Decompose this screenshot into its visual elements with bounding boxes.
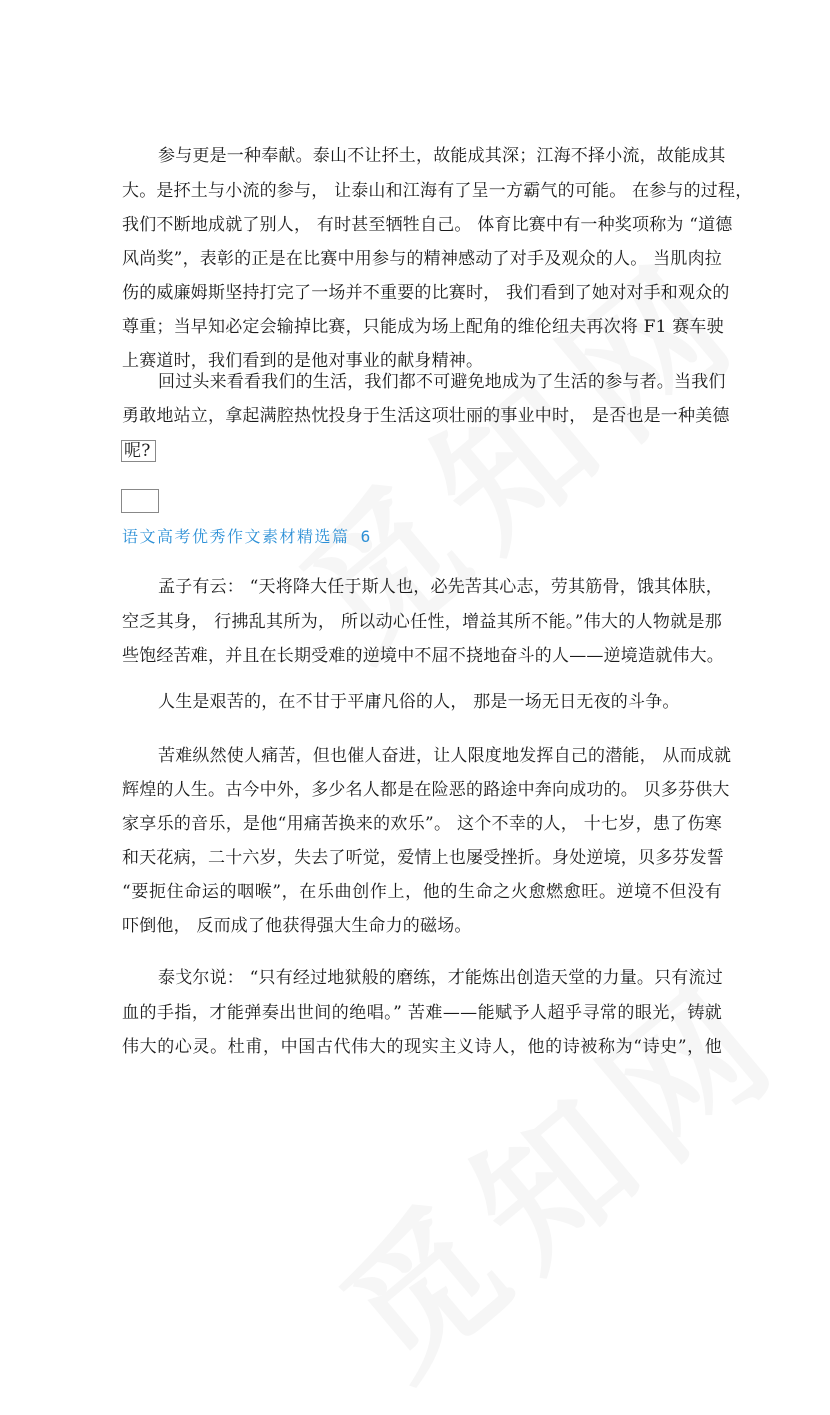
paragraph-line: 辉煌的人生。古今中外，多少名人都是在险恶的路途中奔向成功的。 贝多芬供大	[122, 780, 730, 800]
watermark	[290, 921, 820, 1414]
paragraph-line: 吓倒他， 反而成了他获得强大生命力的磁场。	[122, 916, 472, 936]
paragraph-line: 风尚奖”，表彰的正是在比赛中用参与的精神感动了对手及观众的人。 当肌肉拉	[122, 249, 722, 269]
paragraph-line: 家享乐的音乐，是他“用痛苦换来的欢乐”。 这个不幸的人， 十七岁，患了伤寒	[122, 814, 722, 834]
paragraph-line: 伟大的心灵。杜甫，中国古代伟大的现实主义诗人，他的诗被称为“诗史”，他	[122, 1037, 722, 1057]
paragraph-line: 我们不断地成就了别人， 有时甚至牺牲自己。 体育比赛中有一种奖项称为 “道德	[122, 215, 733, 235]
paragraph-line: 空乏其身， 行拂乱其所为， 所以动心任性，增益其所不能。”伟大的人物就是那	[122, 612, 722, 632]
section-heading: 语文高考优秀作文素材精选篇 6	[122, 527, 372, 546]
paragraph-line: 泰戈尔说： “只有经过地狱般的磨练，才能炼出创造天堂的力量。只有流过	[158, 968, 723, 988]
paragraph-line: “要扼住命运的咽喉”，在乐曲创作上，他的生命之火愈燃愈旺。逆境不但没有	[122, 882, 722, 902]
paragraph-line: 孟子有云： “天将降大任于斯人也，必先苦其心志，劳其筋骨，饿其体肤，	[158, 577, 723, 597]
paragraph-line: 大。是抔土与小流的参与， 让泰山和江海有了呈一方霸气的可能。 在参与的过程，	[122, 181, 753, 201]
paragraph-line: 尊重；当早知必定会输掉比赛，只能成为场上配角的维伦纽夫再次将 F1 赛车驶	[122, 317, 724, 337]
paragraph-line: 些饱经苦难，并且在长期受难的逆境中不屈不挠地奋斗的人——逆境造就伟大。	[122, 646, 724, 666]
paragraph-line: 回过头来看看我们的生活，我们都不可避免地成为了生活的参与者。当我们	[158, 372, 726, 392]
paragraph-line: 伤的威廉姆斯坚持打完了一场并不重要的比赛时， 我们看到了她对对手和观众的	[122, 283, 730, 303]
text-box: 呢?	[121, 440, 156, 462]
paragraph-line: 血的手指，才能弹奏出世间的绝唱。” 苦难——能赋予人超乎寻常的眼光，铸就	[122, 1003, 722, 1023]
paragraph-line: 和天花病，二十六岁，失去了听觉，爱情上也屡受挫折。身处逆境，贝多芬发誓	[122, 848, 724, 868]
paragraph-line	[121, 440, 721, 462]
paragraph-line: 勇敢地站立，拿起满腔热忱投身于生活这项壮丽的事业中时， 是否也是一种美德	[122, 406, 730, 426]
paragraph-line: 人生是艰苦的，在不甘于平庸凡俗的人， 那是一场无日无夜的斗争。	[158, 692, 680, 712]
paragraph-line: 上赛道时，我们看到的是他对事业的献身精神。	[122, 351, 484, 371]
paragraph-line: 苦难纵然使人痛苦，但也催人奋进，让人限度地发挥自己的潜能， 从而成就	[158, 746, 732, 766]
paragraph-line: 参与更是一种奉献。泰山不让抔土，故能成其深；江海不择小流，故能成其	[158, 146, 726, 166]
empty-text-box	[121, 489, 159, 513]
